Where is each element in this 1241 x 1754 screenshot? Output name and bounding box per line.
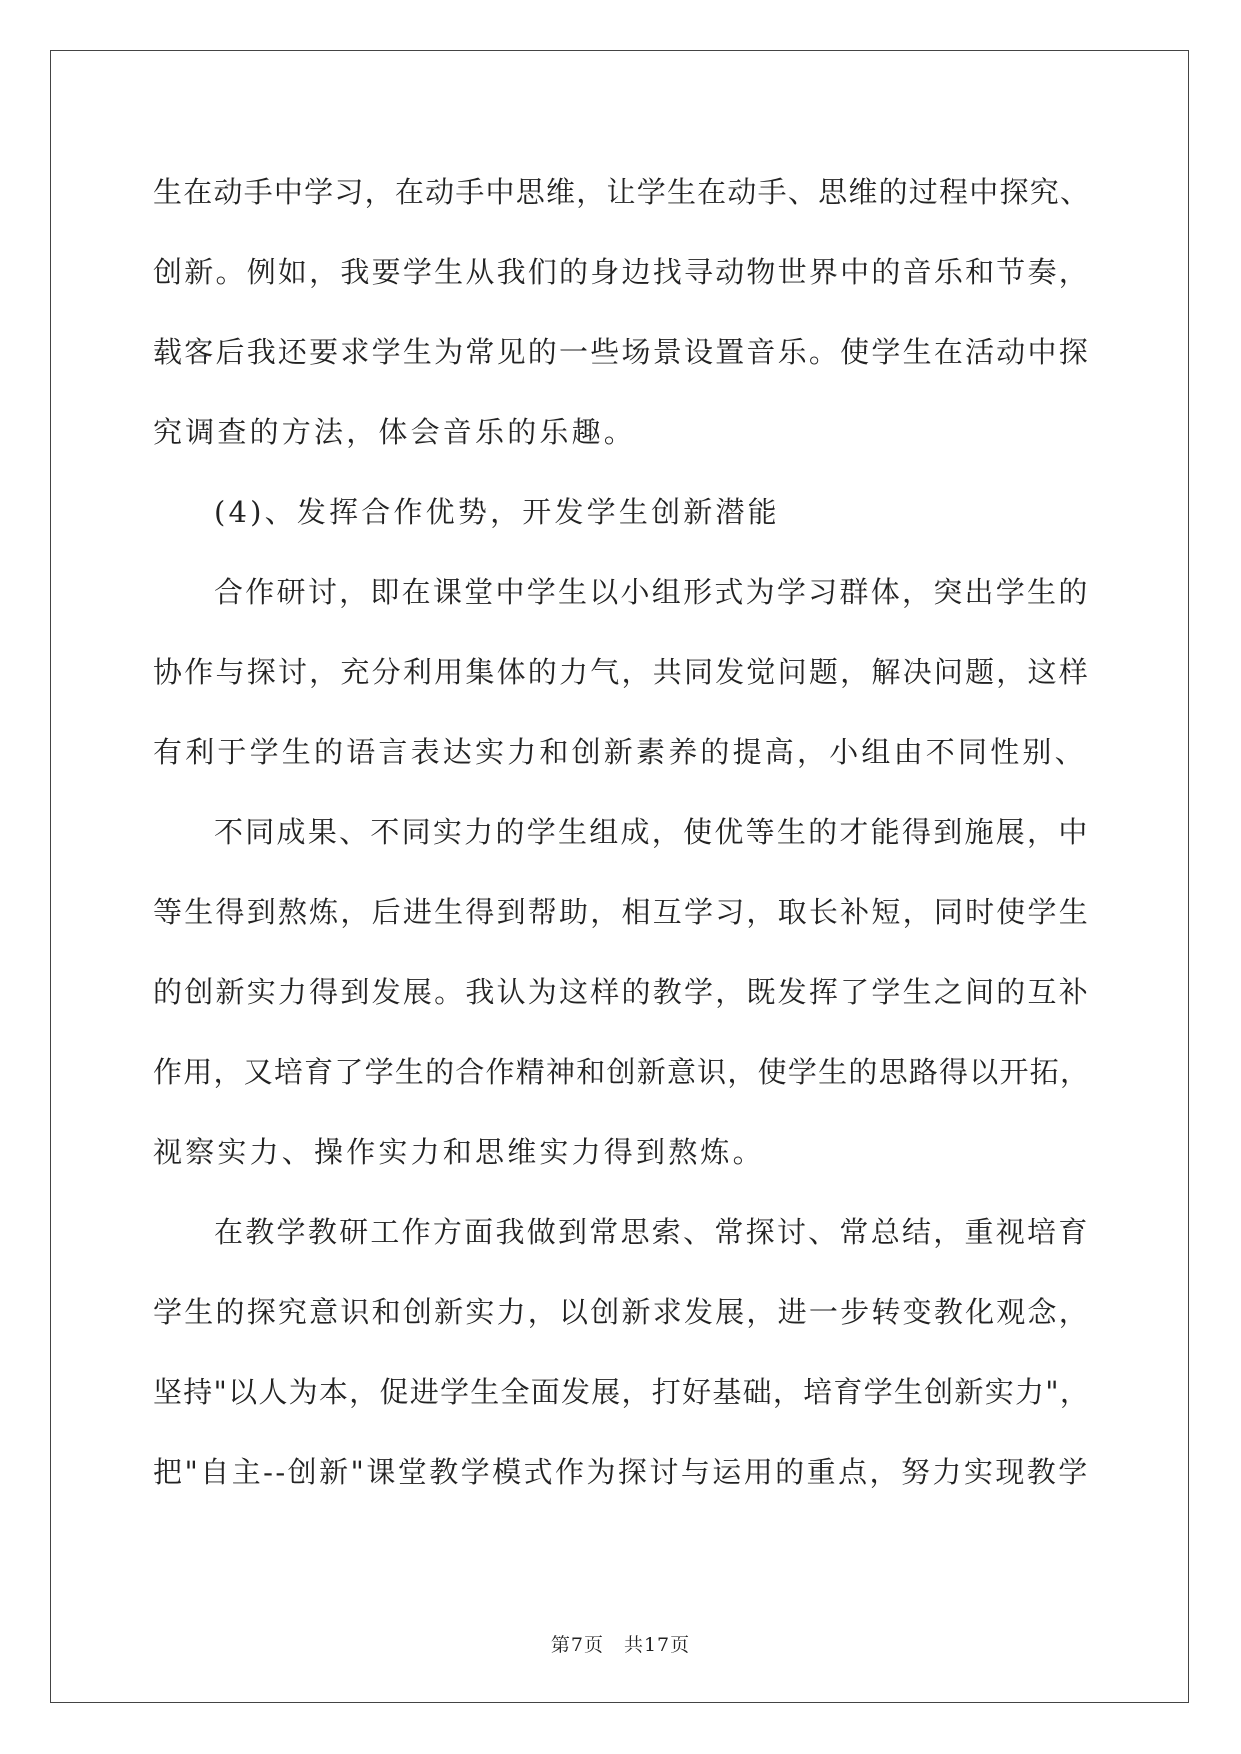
body-line-15: 学生的探究意识和创新实力，以创新求发展，进一步转变教化观念， xyxy=(153,1295,1091,1329)
body-line-7: 协作与探讨，充分利用集体的力气，共同发觉问题，解决问题，这样 xyxy=(153,655,1091,689)
body-line-13: 视察实力、操作实力和思维实力得到熬炼。 xyxy=(153,1135,765,1169)
body-line-3: 载客后我还要求学生为常见的一些场景设置音乐。使学生在活动中探 xyxy=(153,335,1091,369)
body-line-11: 的创新实力得到发展。我认为这样的教学，既发挥了学生之间的互补 xyxy=(153,975,1091,1009)
body-line-16: 坚持"以人为本，促进学生全面发展，打好基础，培育学生创新实力"， xyxy=(153,1375,1091,1409)
body-line-10: 等生得到熬炼，后进生得到帮助，相互学习，取长补短，同时使学生 xyxy=(153,895,1091,929)
body-line-8: 有利于学生的语言表达实力和创新素养的提高，小组由不同性别、 xyxy=(153,735,1087,769)
body-line-2: 创新。例如，我要学生从我们的身边找寻动物世界中的音乐和节奏， xyxy=(153,255,1091,289)
body-line-9: 不同成果、不同实力的学生组成，使优等生的才能得到施展，中 xyxy=(214,815,1090,849)
body-line-6: 合作研讨，即在课堂中学生以小组形式为学习群体，突出学生的 xyxy=(214,575,1090,609)
body-line-12: 作用，又培育了学生的合作精神和创新意识，使学生的思路得以开拓， xyxy=(153,1055,1091,1089)
body-line-17: 把"自主--创新"课堂教学模式作为探讨与运用的重点，努力实现教学 xyxy=(153,1455,1090,1489)
page-number-footer: 第7页 共17页 xyxy=(550,1634,691,1656)
body-line-1: 生在动手中学习，在动手中思维，让学生在动手、思维的过程中探究、 xyxy=(153,175,1091,209)
body-line-4: 究调查的方法，体会音乐的乐趣。 xyxy=(153,415,637,449)
section-heading: (4)、发挥合作优势，开发学生创新潜能 xyxy=(214,495,780,529)
body-line-14: 在教学教研工作方面我做到常思索、常探讨、常总结，重视培育 xyxy=(214,1215,1090,1249)
